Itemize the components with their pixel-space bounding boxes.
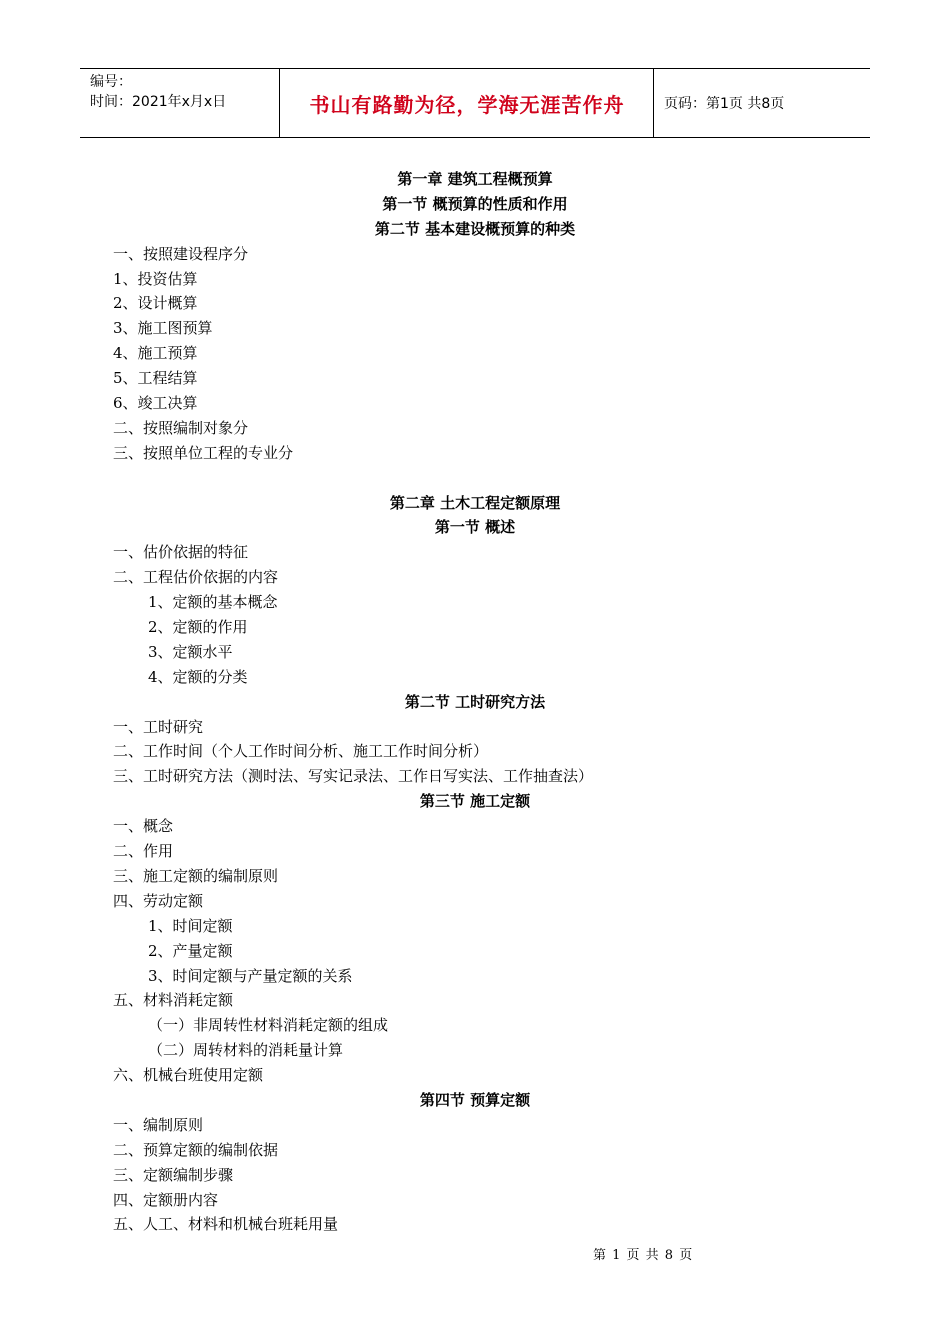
outline-item: 1、投资估算 (113, 269, 198, 288)
outline-item: 一、编制原则 (113, 1115, 204, 1134)
outline-item: 3、施工图预算 (113, 319, 213, 338)
outline-item: 一、工时研究 (113, 717, 204, 736)
header-page-info: 页码：第1页 共8页 (664, 96, 785, 112)
outline-item: 三、工时研究方法（测时法、写实记录法、工作日写实法、工作抽查法） (113, 767, 594, 786)
page-header (80, 68, 870, 138)
outline-item: 4、施工预算 (113, 344, 198, 363)
outline-item: 二、按照编制对象分 (113, 418, 249, 437)
document-body (0, 167, 950, 1237)
document-number-label: 编号： (90, 74, 132, 90)
page-footer: 第 1 页 共 8 页 (593, 1248, 694, 1263)
outline-item: 二、工作时间（个人工作时间分析、施工工作时间分析） (113, 742, 489, 761)
outline-item: 五、材料消耗定额 (113, 991, 234, 1010)
outline-subitem: 4、定额的分类 (148, 667, 248, 686)
outline-subitem: 1、定额的基本概念 (148, 593, 278, 612)
outline-item: 二、工程估价依据的内容 (113, 568, 279, 587)
spacer (0, 466, 950, 491)
outline-item: 三、定额编制步骤 (113, 1165, 234, 1184)
header-meta (80, 69, 280, 137)
document-date: 时间：2021年x月x日 (90, 94, 227, 110)
outline-subitem: 2、定额的作用 (148, 618, 248, 637)
outline-item: 一、按照建设程序分 (113, 244, 249, 263)
section-heading: 第二节 基本建设概预算的种类 (374, 219, 576, 238)
outline-item: 一、概念 (113, 817, 174, 836)
outline-item: 五、人工、材料和机械台班耗用量 (113, 1215, 339, 1234)
section-heading: 第三节 施工定额 (419, 792, 531, 811)
outline-item: 2、设计概算 (113, 294, 198, 313)
outline-item: 四、定额册内容 (113, 1190, 219, 1209)
outline-item: 三、按照单位工程的专业分 (113, 443, 294, 462)
outline-item: 四、劳动定额 (113, 891, 204, 910)
outline-item: 6、竣工决算 (113, 394, 198, 413)
outline-item: 5、工程结算 (113, 369, 198, 388)
section-heading: 第四节 预算定额 (419, 1090, 531, 1109)
outline-item: 三、施工定额的编制原则 (113, 866, 279, 885)
chapter-heading: 第二章 土木工程定额原理 (389, 493, 561, 512)
outline-item: 一、估价依据的特征 (113, 543, 249, 562)
outline-item: 六、机械台班使用定额 (113, 1066, 264, 1085)
section-heading: 第一节 概预算的性质和作用 (382, 194, 568, 213)
outline-subitem: 3、定额水平 (148, 642, 233, 661)
outline-subitem: 3、时间定额与产量定额的关系 (148, 966, 353, 985)
outline-item: 二、预算定额的编制依据 (113, 1140, 279, 1159)
outline-item: 二、作用 (113, 842, 174, 861)
outline-subitem: 1、时间定额 (148, 916, 233, 935)
section-heading: 第一节 概述 (434, 518, 516, 537)
outline-subitem: （二）周转材料的消耗量计算 (148, 1041, 344, 1060)
outline-subitem: 2、产量定额 (148, 941, 233, 960)
outline-subitem: （一）非周转性材料消耗定额的组成 (148, 1016, 389, 1035)
header-motto: 书山有路勤为径，学海无涯苦作舟 (281, 69, 654, 137)
chapter-heading: 第一章 建筑工程概预算 (397, 170, 553, 188)
section-heading: 第二节 工时研究方法 (404, 692, 546, 711)
